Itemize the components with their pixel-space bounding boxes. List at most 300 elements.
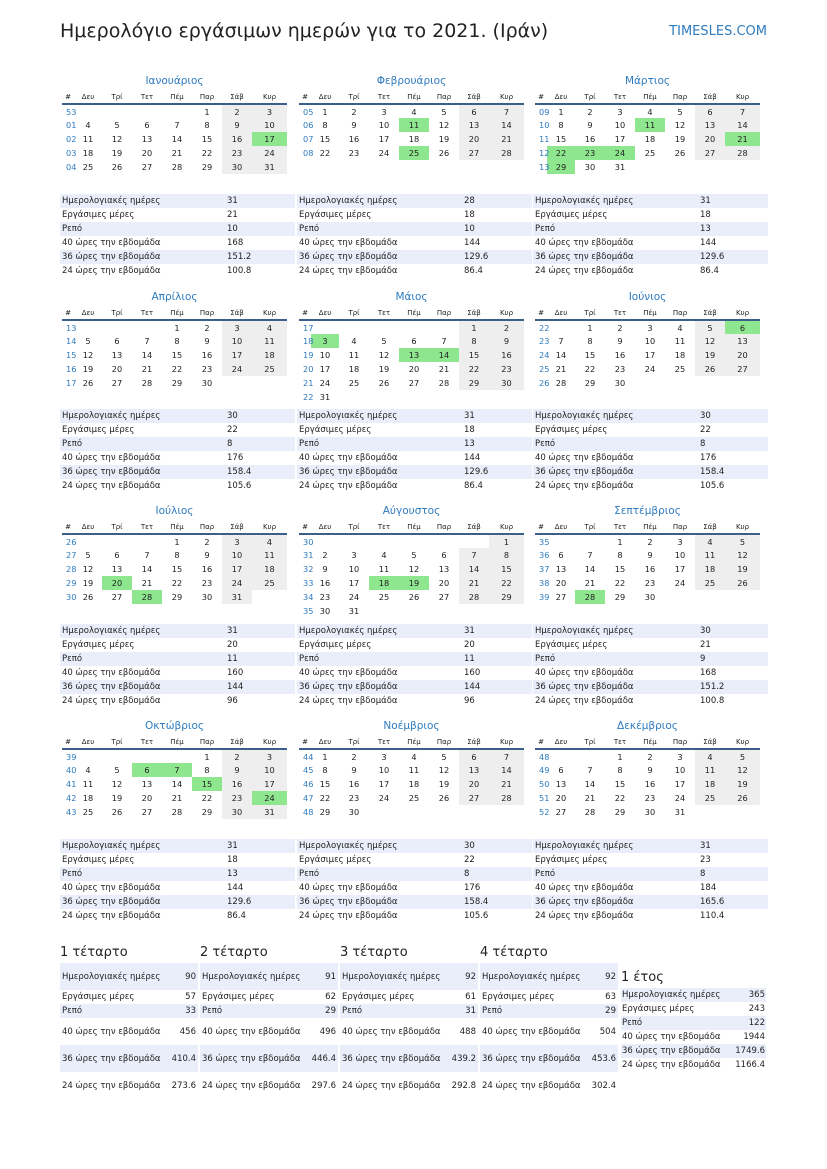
weekday-header: Δευ xyxy=(311,520,339,534)
day-cell: 23 xyxy=(614,364,626,374)
stat-row xyxy=(200,1045,338,1072)
empty-cell xyxy=(102,104,132,118)
week-number: 18 xyxy=(303,336,314,346)
empty-cell xyxy=(635,160,665,174)
day-cell: 20 xyxy=(695,132,725,146)
stat-row xyxy=(200,1018,338,1045)
month-name: Σεπτέμβριος xyxy=(614,505,681,517)
empty-cell xyxy=(102,320,132,334)
day-cell: 23 xyxy=(644,793,656,803)
day-cell: 14 xyxy=(171,779,183,789)
stat-row xyxy=(297,652,532,666)
stat-row xyxy=(533,680,768,694)
day-cell: 28 xyxy=(489,791,524,805)
stat-row xyxy=(480,1072,618,1099)
day-cell: 23 xyxy=(201,364,213,374)
stat-label: Εργάσιμες μέρες xyxy=(621,1002,734,1016)
day-cell: 27 xyxy=(438,592,450,602)
stat-label: 40 ώρες την εβδομάδα xyxy=(60,236,225,250)
week-number: 53 xyxy=(66,106,77,117)
day-cell: 22 xyxy=(201,148,213,158)
day-cell: 7 xyxy=(587,765,593,775)
day-cell: 16 xyxy=(489,348,524,362)
stat-label: Εργάσιμες μέρες xyxy=(297,853,462,867)
day-cell: 26 xyxy=(408,592,420,602)
month-stats-table xyxy=(60,624,295,708)
stat-row xyxy=(60,194,295,208)
day-cell: 21 xyxy=(141,578,153,588)
stat-row xyxy=(297,236,532,250)
day-cell: 3 xyxy=(647,322,653,333)
week-number: 31 xyxy=(303,550,314,560)
week-row xyxy=(62,576,287,590)
day-cell: 13 xyxy=(141,779,153,789)
stat-row xyxy=(60,1004,198,1018)
day-cell: 15 xyxy=(614,564,626,574)
weekday-header: Σάβ xyxy=(222,735,252,749)
stat-label: Ρεπό xyxy=(297,652,462,666)
stat-value: 8 xyxy=(698,867,768,881)
stat-value: 110.4 xyxy=(698,909,768,923)
day-cell: 18 xyxy=(644,134,656,144)
stat-row xyxy=(621,1058,766,1072)
day-cell: 2 xyxy=(204,322,210,333)
day-cell: 9 xyxy=(222,763,252,777)
stat-value: 62 xyxy=(308,990,338,1004)
day-cell: 1 xyxy=(322,106,328,117)
empty-cell xyxy=(459,604,489,618)
week-row xyxy=(535,749,760,763)
day-cell: 23 xyxy=(222,791,252,805)
day-cell: 14 xyxy=(171,134,183,144)
week-row xyxy=(299,104,524,118)
stat-row xyxy=(533,652,768,666)
stat-value: 144 xyxy=(462,451,532,465)
month-calendar xyxy=(299,502,524,618)
stat-row xyxy=(533,666,768,680)
stat-value: 105.6 xyxy=(698,479,768,493)
day-cell: 5 xyxy=(677,106,683,117)
empty-cell xyxy=(102,749,132,763)
weekday-header: Πέμ xyxy=(162,735,192,749)
stat-label: Ρεπό xyxy=(533,437,698,451)
empty-cell xyxy=(222,376,252,390)
weekday-header: Παρ xyxy=(665,90,695,104)
day-cell: 29 xyxy=(171,378,183,388)
stat-value: 105.6 xyxy=(225,479,295,493)
day-cell: 5 xyxy=(85,336,91,346)
stat-value: 31 xyxy=(225,839,295,853)
stat-label: 36 ώρες την εβδομάδα xyxy=(60,465,225,479)
day-cell: 9 xyxy=(617,336,623,346)
empty-cell xyxy=(489,604,524,618)
day-cell: 5 xyxy=(381,336,387,346)
stat-value: 92 xyxy=(448,963,478,990)
quarter-title: 1 τέταρτο xyxy=(60,945,128,960)
day-cell: 5 xyxy=(85,550,91,560)
day-cell: 9 xyxy=(489,334,524,348)
weekday-header: # xyxy=(62,520,74,534)
day-cell: 21 xyxy=(489,777,524,791)
brand-link[interactable]: TIMESLES.COM xyxy=(669,24,767,39)
day-cell: 8 xyxy=(459,334,489,348)
weekday-header: Κυρ xyxy=(489,520,524,534)
empty-cell xyxy=(132,534,162,548)
week-number: 45 xyxy=(303,765,314,775)
week-number: 01 xyxy=(66,120,77,130)
day-cell: 22 xyxy=(614,578,626,588)
stat-value: 10 xyxy=(225,222,295,236)
day-cell: 28 xyxy=(489,146,524,160)
day-cell: 22 xyxy=(319,793,331,803)
empty-cell xyxy=(695,376,725,390)
day-cell: 11 xyxy=(252,334,287,348)
stat-row xyxy=(297,222,532,236)
stat-row xyxy=(533,409,768,423)
weekday-header: Πέμ xyxy=(399,90,429,104)
week-row xyxy=(299,348,524,362)
weekday-header: Κυρ xyxy=(725,735,760,749)
day-cell: 13 xyxy=(459,118,489,132)
stat-value: 144 xyxy=(225,881,295,895)
stat-value: 31 xyxy=(225,624,295,638)
day-cell: 3 xyxy=(381,106,387,117)
week-number: 33 xyxy=(303,578,314,588)
week-number: 30 xyxy=(66,592,77,602)
day-cell: 8 xyxy=(322,120,328,130)
month-stats-table xyxy=(297,194,532,278)
stat-label: Ρεπό xyxy=(297,222,462,236)
weekday-header: Δευ xyxy=(74,90,102,104)
day-cell: 27 xyxy=(111,378,123,388)
day-cell: 30 xyxy=(222,160,252,174)
month-calendar xyxy=(62,502,287,604)
stat-label: 36 ώρες την εβδομάδα xyxy=(533,465,698,479)
day-cell: 11 xyxy=(348,350,360,360)
week-number: 43 xyxy=(66,807,77,817)
week-row xyxy=(299,763,524,777)
week-row xyxy=(299,805,524,819)
day-cell: 19 xyxy=(82,364,94,374)
empty-cell xyxy=(74,749,102,763)
day-cell: 22 xyxy=(319,148,331,158)
weekday-header: Παρ xyxy=(429,735,459,749)
day-cell: 7 xyxy=(459,548,489,562)
day-cell: 22 xyxy=(547,146,575,160)
weekday-header: Παρ xyxy=(665,520,695,534)
stat-value: 86.4 xyxy=(698,264,768,278)
stat-label: Ημερολογιακές ημέρες xyxy=(480,963,588,990)
empty-cell xyxy=(369,320,399,334)
day-cell: 28 xyxy=(438,378,450,388)
week-row xyxy=(299,376,524,390)
stat-label: 36 ώρες την εβδομάδα xyxy=(60,1045,168,1072)
week-number: 47 xyxy=(303,793,314,803)
weekday-header: Σάβ xyxy=(222,90,252,104)
weekday-header: Κυρ xyxy=(489,735,524,749)
weekday-header: Πέμ xyxy=(399,735,429,749)
stat-row xyxy=(60,409,295,423)
day-cell: 15 xyxy=(614,779,626,789)
day-cell: 26 xyxy=(111,162,123,172)
week-number: 17 xyxy=(303,322,314,333)
week-number: 13 xyxy=(539,162,550,172)
empty-cell xyxy=(459,390,489,404)
stat-value: 488 xyxy=(448,1018,478,1045)
stat-label: 24 ώρες την εβδομάδα xyxy=(297,264,462,278)
day-cell: 6 xyxy=(114,550,120,560)
day-cell: 18 xyxy=(695,562,725,576)
stat-value: 297.6 xyxy=(308,1072,338,1099)
stat-row xyxy=(340,1004,478,1018)
stat-row xyxy=(533,222,768,236)
empty-cell xyxy=(695,160,725,174)
week-row xyxy=(299,562,524,576)
empty-cell xyxy=(665,160,695,174)
day-cell: 25 xyxy=(674,364,686,374)
weekday-header: # xyxy=(535,90,547,104)
day-cell: 3 xyxy=(222,534,252,548)
day-cell: 24 xyxy=(348,592,360,602)
stat-label: Ημερολογιακές ημέρες xyxy=(60,409,225,423)
week-row xyxy=(299,590,524,604)
weekday-header: # xyxy=(62,306,74,320)
day-cell: 18 xyxy=(695,777,725,791)
week-number: 48 xyxy=(539,751,550,762)
day-cell: 20 xyxy=(102,576,132,590)
day-cell: 16 xyxy=(319,578,331,588)
week-number: 41 xyxy=(66,779,77,789)
stat-value: 31 xyxy=(698,194,768,208)
week-number: 26 xyxy=(66,536,77,547)
stat-label: 36 ώρες την εβδομάδα xyxy=(60,895,225,909)
weekday-header: Τετ xyxy=(605,735,635,749)
empty-cell xyxy=(132,104,162,118)
day-cell: 22 xyxy=(614,793,626,803)
month-name: Μάιος xyxy=(395,291,428,303)
day-cell: 22 xyxy=(584,364,596,374)
day-cell: 10 xyxy=(378,765,390,775)
day-cell: 22 xyxy=(201,793,213,803)
stat-value: 158.4 xyxy=(225,465,295,479)
week-row xyxy=(62,146,287,160)
day-cell: 11 xyxy=(378,564,390,574)
stat-label: 36 ώρες την εβδομάδα xyxy=(297,895,462,909)
stat-label: Εργάσιμες μέρες xyxy=(533,208,698,222)
weekday-header: # xyxy=(535,520,547,534)
stat-label: 24 ώρες την εβδομάδα xyxy=(480,1072,588,1099)
stat-row xyxy=(621,1016,766,1030)
stat-row xyxy=(297,881,532,895)
stat-value: 158.4 xyxy=(698,465,768,479)
stat-label: Ημερολογιακές ημέρες xyxy=(621,988,734,1002)
day-cell: 24 xyxy=(644,364,656,374)
day-cell: 30 xyxy=(614,378,626,388)
week-row xyxy=(62,348,287,362)
day-cell: 25 xyxy=(695,576,725,590)
day-cell: 4 xyxy=(85,765,91,775)
day-cell: 4 xyxy=(85,120,91,130)
day-cell: 27 xyxy=(555,592,567,602)
day-cell: 24 xyxy=(252,791,287,805)
week-number: 32 xyxy=(303,564,314,574)
weekday-header: # xyxy=(62,735,74,749)
stat-row xyxy=(297,423,532,437)
day-cell: 8 xyxy=(587,336,593,346)
week-number: 44 xyxy=(303,751,314,762)
day-cell: 1 xyxy=(174,536,180,547)
week-row xyxy=(535,576,760,590)
stat-row xyxy=(60,990,198,1004)
day-cell: 20 xyxy=(555,578,567,588)
empty-cell xyxy=(399,534,429,548)
stat-value: 184 xyxy=(698,881,768,895)
day-cell: 28 xyxy=(171,807,183,817)
stat-row xyxy=(297,208,532,222)
stat-label: 24 ώρες την εβδομάδα xyxy=(533,909,698,923)
weekday-header: Δευ xyxy=(74,306,102,320)
stat-label: Εργάσιμες μέρες xyxy=(533,638,698,652)
week-row xyxy=(299,132,524,146)
stat-value: 31 xyxy=(448,1004,478,1018)
stat-label: 40 ώρες την εβδομάδα xyxy=(533,451,698,465)
week-row xyxy=(62,132,287,146)
week-row xyxy=(299,334,524,348)
day-cell: 31 xyxy=(252,160,287,174)
day-cell: 27 xyxy=(141,162,153,172)
weekday-header: Δευ xyxy=(311,306,339,320)
stat-value: 365 xyxy=(734,988,766,1002)
day-cell: 30 xyxy=(644,807,656,817)
stat-row xyxy=(297,638,532,652)
day-cell: 31 xyxy=(222,590,252,604)
day-cell: 5 xyxy=(411,550,417,560)
stat-row xyxy=(60,465,295,479)
stat-row xyxy=(60,1072,198,1099)
day-cell: 3 xyxy=(252,104,287,118)
weekday-header: Τετ xyxy=(605,90,635,104)
day-cell: 24 xyxy=(252,146,287,160)
weekday-header: Σάβ xyxy=(695,520,725,534)
stat-label: 36 ώρες την εβδομάδα xyxy=(297,465,462,479)
day-cell: 6 xyxy=(459,749,489,763)
weekday-header: Τετ xyxy=(605,520,635,534)
week-number: 05 xyxy=(303,106,314,117)
month-stats-table xyxy=(60,409,295,493)
empty-cell xyxy=(429,390,459,404)
month-stats-table xyxy=(60,839,295,923)
week-number: 28 xyxy=(66,564,77,574)
stat-label: 24 ώρες την εβδομάδα xyxy=(60,264,225,278)
day-cell: 14 xyxy=(429,348,459,362)
empty-cell xyxy=(252,590,287,604)
empty-cell xyxy=(635,376,665,390)
day-cell: 4 xyxy=(411,106,417,117)
month-name: Ιούνιος xyxy=(628,291,667,303)
quarter-stats-table xyxy=(60,963,198,1099)
stat-row xyxy=(340,1045,478,1072)
day-cell: 6 xyxy=(725,320,760,334)
week-row xyxy=(535,362,760,376)
month-calendar xyxy=(299,72,524,160)
day-cell: 9 xyxy=(351,120,357,130)
day-cell: 7 xyxy=(725,104,760,118)
day-cell: 1 xyxy=(204,751,210,762)
day-cell: 25 xyxy=(252,362,287,376)
empty-cell xyxy=(162,104,192,118)
day-cell: 21 xyxy=(725,132,760,146)
day-cell: 20 xyxy=(141,148,153,158)
day-cell: 14 xyxy=(489,763,524,777)
day-cell: 22 xyxy=(171,578,183,588)
stat-row xyxy=(621,988,766,1002)
day-cell: 30 xyxy=(201,592,213,602)
stat-row xyxy=(297,680,532,694)
stat-value: 13 xyxy=(698,222,768,236)
month-name: Ιανουάριος xyxy=(145,75,204,87)
stat-row xyxy=(340,990,478,1004)
weekday-header: Πέμ xyxy=(162,306,192,320)
empty-cell xyxy=(399,604,429,618)
weekday-header: Σάβ xyxy=(222,306,252,320)
stat-row xyxy=(340,1018,478,1045)
week-row xyxy=(299,791,524,805)
day-cell: 9 xyxy=(587,120,593,130)
stat-label: 24 ώρες την εβδομάδα xyxy=(621,1058,734,1072)
day-cell: 19 xyxy=(378,364,390,374)
day-cell: 15 xyxy=(555,134,567,144)
day-cell: 28 xyxy=(584,807,596,817)
day-cell: 17 xyxy=(378,779,390,789)
stat-value: 243 xyxy=(734,1002,766,1016)
month-stats-table xyxy=(297,839,532,923)
day-cell: 27 xyxy=(459,791,489,805)
stat-value: 105.6 xyxy=(462,909,532,923)
stat-row xyxy=(297,194,532,208)
empty-cell xyxy=(429,604,459,618)
stat-label: 36 ώρες την εβδομάδα xyxy=(533,680,698,694)
month-name: Μάρτιος xyxy=(624,75,671,87)
weekday-header: Σάβ xyxy=(695,90,725,104)
stat-label: Ρεπό xyxy=(60,867,225,881)
day-cell: 14 xyxy=(459,562,489,576)
weekday-header: Τρί xyxy=(102,735,132,749)
day-cell: 9 xyxy=(647,550,653,560)
day-cell: 17 xyxy=(319,364,331,374)
day-cell: 17 xyxy=(674,564,686,574)
day-cell: 12 xyxy=(378,350,390,360)
stat-row xyxy=(533,479,768,493)
day-cell: 18 xyxy=(408,779,420,789)
stat-value: 168 xyxy=(225,236,295,250)
week-row xyxy=(62,362,287,376)
stat-row xyxy=(60,853,295,867)
day-cell: 28 xyxy=(141,378,153,388)
day-cell: 1 xyxy=(558,106,564,117)
day-cell: 27 xyxy=(408,378,420,388)
weekday-header: Δευ xyxy=(74,520,102,534)
day-cell: 25 xyxy=(399,146,429,160)
stat-row xyxy=(297,839,532,853)
stat-value: 9 xyxy=(698,652,768,666)
day-cell: 2 xyxy=(647,751,653,762)
stat-row xyxy=(60,666,295,680)
day-cell: 14 xyxy=(141,564,153,574)
day-cell: 24 xyxy=(222,576,252,590)
week-number: 36 xyxy=(539,550,550,560)
day-cell: 14 xyxy=(555,350,567,360)
week-row xyxy=(299,749,524,763)
